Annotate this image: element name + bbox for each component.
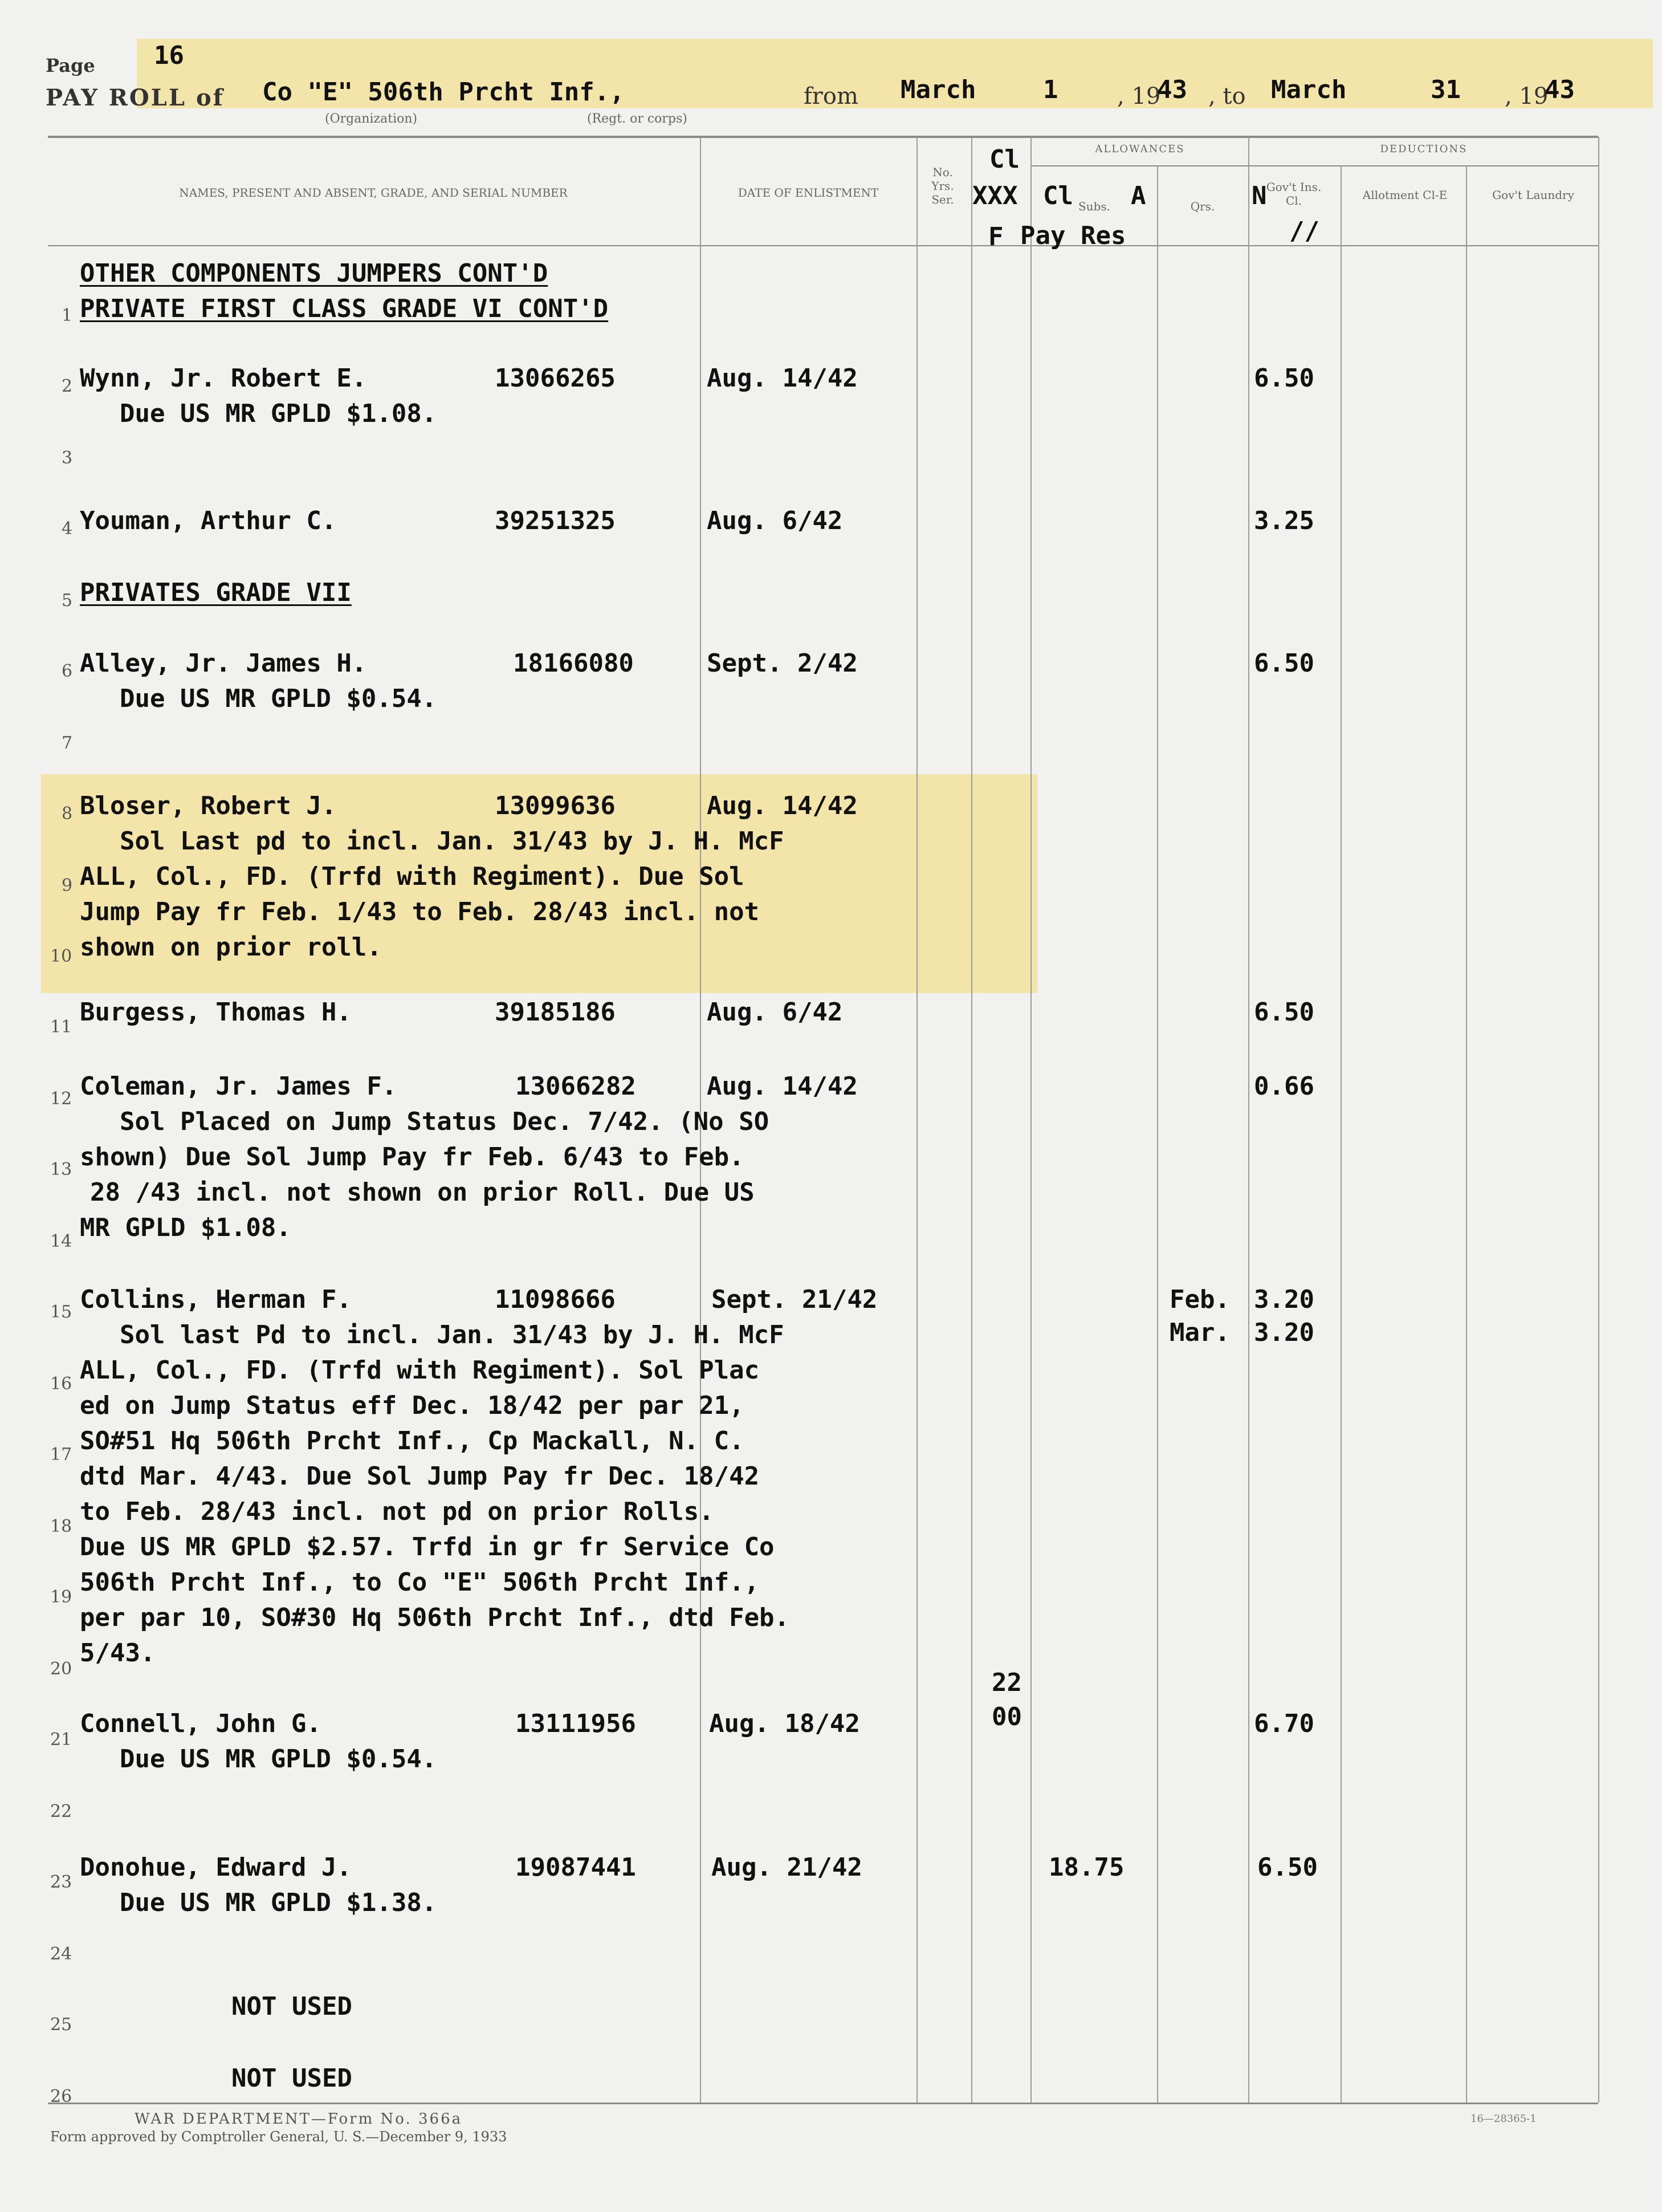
col-header-names: NAMES, PRESENT AND ABSENT, GRADE, AND SERIAL NUMBER	[179, 186, 568, 200]
col-header-allowances: ALLOWANCES	[1095, 143, 1185, 155]
connell-yrs-ser-2: 00	[992, 1702, 1022, 1731]
organization: Co "E" 506th Prcht Inf.,	[262, 78, 625, 107]
row-number: 26	[50, 2087, 72, 2107]
page-number: 16	[154, 41, 184, 70]
typed-col1-mid: XXX	[972, 181, 1018, 210]
coleman-note-1: Sol Placed on Jump Status Dec. 7/42. (No SO	[120, 1107, 769, 1136]
collins-qrs-month-1: Feb.	[1170, 1285, 1230, 1314]
to-year: 43	[1545, 75, 1575, 104]
payroll-label: PAY ROLL of	[46, 84, 225, 111]
coleman-note-3: 28 /43 incl. not shown on prior Roll. Due US	[90, 1178, 755, 1207]
alley-note: Due US MR GPLD $0.54.	[120, 684, 437, 713]
coleman-ins: 0.66	[1254, 1072, 1314, 1101]
collins-qrs-month-2: Mar.	[1170, 1318, 1230, 1347]
row-number: 20	[50, 1659, 72, 1679]
collins-note-4: SO#51 Hq 506th Prcht Inf., Cp Mackall, N. C.	[80, 1426, 744, 1455]
col-sep-right	[1598, 137, 1599, 2103]
col-header-subs: Subs.	[1078, 200, 1110, 213]
collins-note-5: dtd Mar. 4/43. Due Sol Jump Pay fr Dec. 18/42	[80, 1462, 760, 1491]
row-number: 17	[50, 1445, 72, 1465]
section-header-privates: PRIVATES GRADE VII	[80, 578, 352, 607]
youman-serial: 39251325	[495, 506, 616, 535]
typed-col2-top: Cl	[1043, 181, 1073, 210]
from-month: March	[901, 75, 976, 104]
typed-col2-a: A	[1131, 181, 1146, 210]
row-number: 3	[62, 448, 73, 468]
row-number: 21	[50, 1730, 72, 1750]
row-number: 23	[50, 1872, 72, 1892]
burgess-date: Aug. 6/42	[707, 998, 843, 1027]
typed-col2-bot: Pay Res	[1020, 221, 1126, 250]
donohue-date: Aug. 21/42	[711, 1853, 862, 1882]
youman-ins: 3.25	[1254, 506, 1314, 535]
alley-date: Sept. 2/42	[707, 649, 858, 678]
row-number: 12	[50, 1089, 72, 1109]
bloser-date: Aug. 14/42	[707, 791, 858, 820]
collins-qrs-value-1: 3.20	[1254, 1285, 1314, 1314]
col-sep-qrs	[1248, 137, 1249, 2103]
table-top-rule	[48, 136, 1598, 138]
collins-note-3: ed on Jump Status eff Dec. 18/42 per par 21,	[80, 1391, 744, 1420]
collins-qrs-value-2: 3.20	[1254, 1318, 1314, 1347]
coleman-name: Coleman, Jr. James F.	[80, 1072, 397, 1101]
section-header-pfc: PRIVATE FIRST CLASS GRADE VI CONT'D	[80, 294, 609, 323]
donohue-serial: 19087441	[515, 1853, 636, 1882]
donohue-subs: 18.75	[1049, 1853, 1125, 1882]
col-header-gov-ins: Gov't Ins. Cl.	[1266, 180, 1322, 208]
row-number: 5	[62, 591, 73, 611]
to-label: , to	[1208, 83, 1246, 109]
collins-note-6: to Feb. 28/43 incl. not pd on prior Rolls.	[80, 1497, 714, 1526]
footer-approved: Form approved by Comptroller General, U. S.—December 9, 1933	[50, 2129, 507, 2145]
collins-note-8: 506th Prcht Inf., to Co "E" 506th Prcht Inf.,	[80, 1568, 760, 1597]
alley-serial: 18166080	[513, 649, 634, 678]
row-number: 4	[62, 519, 73, 539]
coleman-note-2: shown) Due Sol Jump Pay fr Feb. 6/43 to Feb.	[80, 1142, 744, 1172]
donohue-ins: 6.50	[1257, 1853, 1318, 1882]
from-year: 43	[1157, 75, 1187, 104]
connell-yrs-ser: 22	[992, 1668, 1022, 1697]
bloser-note-2: ALL, Col., FD. (Trfd with Regiment). Due Sol	[80, 862, 744, 891]
collins-serial: 11098666	[495, 1285, 616, 1314]
typed-n: N	[1252, 181, 1267, 210]
col-header-laundry: Gov't Laundry	[1492, 188, 1574, 202]
row-number: 2	[62, 376, 73, 396]
typed-col1-top: Cl	[989, 145, 1020, 174]
connell-ins: 6.70	[1254, 1709, 1314, 1738]
typed-col1-bot: F	[988, 222, 1004, 251]
to-year-prefix: , 19	[1505, 83, 1549, 109]
col-sep-ins	[1341, 165, 1342, 2103]
burgess-serial: 39185186	[495, 998, 616, 1027]
footer-form: WAR DEPARTMENT—Form No. 366a	[135, 2111, 463, 2128]
allowances-rule	[1032, 165, 1248, 166]
connell-note: Due US MR GPLD $0.54.	[120, 1745, 437, 1774]
alley-ins: 6.50	[1254, 649, 1314, 678]
table-bottom-rule	[48, 2103, 1598, 2104]
col-sep-enlist	[916, 137, 918, 2103]
row-number: 11	[50, 1017, 72, 1037]
not-used-25: NOT USED	[231, 1992, 352, 2021]
wynn-date: Aug. 14/42	[707, 364, 858, 393]
bloser-name: Bloser, Robert J.	[80, 791, 337, 820]
row-number: 9	[62, 876, 73, 896]
coleman-date: Aug. 14/42	[707, 1072, 858, 1101]
bloser-serial: 13099636	[495, 791, 616, 820]
row-number: 6	[62, 661, 73, 681]
collins-note-7: Due US MR GPLD $2.57. Trfd in gr fr Service Co	[80, 1532, 775, 1562]
row-number: 16	[50, 1374, 72, 1394]
bloser-note-4: shown on prior roll.	[80, 933, 382, 962]
wynn-name: Wynn, Jr. Robert E.	[80, 364, 367, 393]
footer-code: 16—28365-1	[1470, 2113, 1537, 2125]
from-day: 1	[1043, 75, 1058, 104]
donohue-name: Donohue, Edward J.	[80, 1853, 352, 1882]
deductions-rule	[1249, 165, 1598, 166]
col-header-enlistment: DATE OF ENLISTMENT	[738, 186, 879, 200]
wynn-ins: 6.50	[1254, 364, 1314, 393]
not-used-26: NOT USED	[231, 2064, 352, 2093]
col-header-deductions: DEDUCTIONS	[1380, 143, 1468, 155]
row-number: 15	[50, 1302, 72, 1322]
to-month: March	[1271, 75, 1347, 104]
typed-check-mark: //	[1289, 217, 1319, 246]
connell-date: Aug. 18/42	[709, 1709, 860, 1738]
wynn-note: Due US MR GPLD $1.08.	[120, 399, 437, 428]
org-caption: (Organization)	[325, 112, 418, 126]
row-number: 22	[50, 1802, 72, 1821]
col-sep-allot	[1466, 165, 1467, 2103]
page-label: Page	[46, 55, 95, 76]
row-number: 14	[50, 1231, 72, 1251]
row-number: 10	[50, 946, 72, 966]
coleman-note-4: MR GPLD $1.08.	[80, 1213, 291, 1242]
to-day: 31	[1431, 75, 1461, 104]
wynn-serial: 13066265	[495, 364, 616, 393]
burgess-name: Burgess, Thomas H.	[80, 998, 352, 1027]
col-header-allotment: Allotment Cl-E	[1362, 188, 1448, 202]
collins-note-10: 5/43.	[80, 1638, 156, 1668]
collins-note-2: ALL, Col., FD. (Trfd with Regiment). Sol Plac	[80, 1356, 760, 1385]
collins-name: Collins, Herman F.	[80, 1285, 352, 1314]
col-sep-a	[1030, 137, 1032, 2103]
collins-note-9: per par 10, SO#30 Hq 506th Prcht Inf., dtd Feb.	[80, 1603, 790, 1632]
connell-name: Connell, John G.	[80, 1709, 321, 1738]
header-bottom-rule	[48, 245, 1598, 246]
col-sep-yrs	[971, 137, 972, 2103]
col-sep-subs	[1157, 165, 1158, 2103]
from-label: from	[804, 83, 858, 109]
collins-date: Sept. 21/42	[711, 1285, 878, 1314]
youman-name: Youman, Arthur C.	[80, 506, 337, 535]
bloser-note-1: Sol Last pd to incl. Jan. 31/43 by J. H. McF	[120, 827, 784, 856]
row-number: 7	[62, 733, 73, 753]
row-number: 18	[50, 1516, 72, 1536]
collins-note-1: Sol last Pd to incl. Jan. 31/43 by J. H. McF	[120, 1320, 784, 1349]
row-number: 13	[50, 1160, 72, 1180]
connell-serial: 13111956	[515, 1709, 636, 1738]
donohue-note: Due US MR GPLD $1.38.	[120, 1888, 437, 1917]
regt-caption: (Regt. or corps)	[587, 112, 687, 126]
coleman-serial: 13066282	[515, 1072, 636, 1101]
alley-name: Alley, Jr. James H.	[80, 649, 367, 678]
row-number: 8	[62, 804, 73, 824]
col-header-qrs: Qrs.	[1190, 200, 1215, 213]
row-number: 1	[62, 306, 73, 326]
section-header-components: OTHER COMPONENTS JUMPERS CONT'D	[80, 259, 548, 288]
col-header-yrs-ser: No. Yrs. Ser.	[931, 165, 954, 206]
from-year-prefix: , 19	[1117, 83, 1161, 109]
youman-date: Aug. 6/42	[707, 506, 843, 535]
row-number: 25	[50, 2015, 72, 2035]
bloser-note-3: Jump Pay fr Feb. 1/43 to Feb. 28/43 incl. not	[80, 897, 760, 926]
row-number: 19	[50, 1587, 72, 1607]
burgess-ins: 6.50	[1254, 998, 1314, 1027]
row-number: 24	[50, 1944, 72, 1964]
